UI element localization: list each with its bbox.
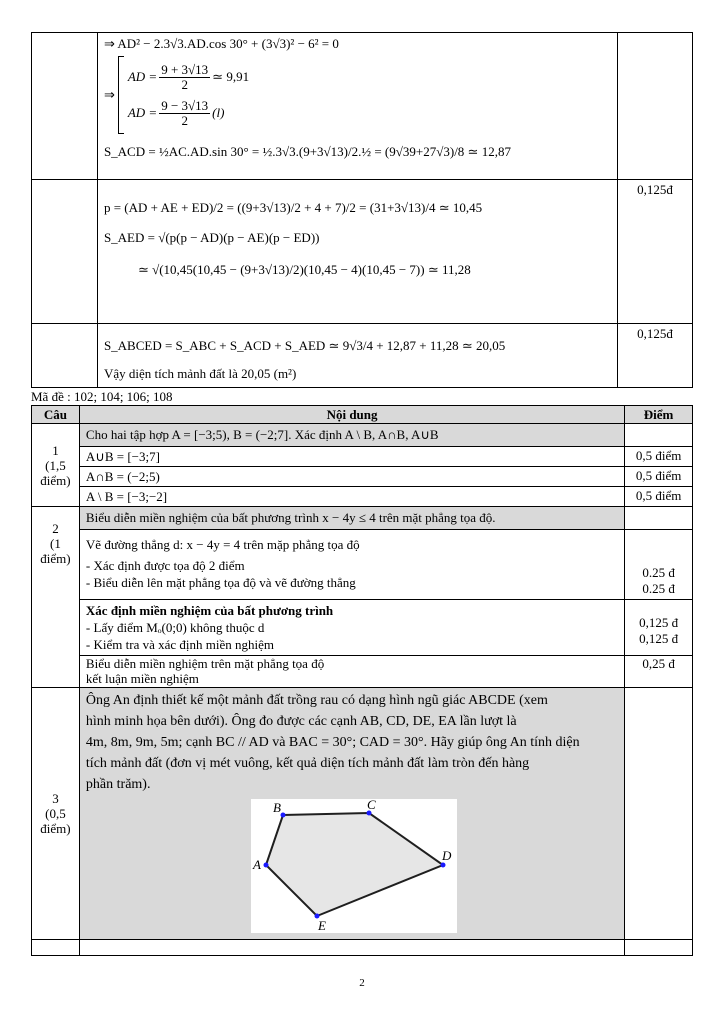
prompt-line: phần trăm).: [85, 777, 151, 792]
score: 0.25 đ: [642, 581, 675, 596]
empty-cell: [32, 180, 98, 324]
q-unit: điểm): [40, 551, 71, 566]
step-text: Biểu diễn miền nghiệm trên mặt phẳng tọa độ: [85, 656, 325, 671]
page-number: 2: [359, 977, 365, 989]
empty-cell: [32, 324, 98, 388]
step-text: kết luận miền nghiệm: [85, 671, 199, 686]
score-cell: 0,125đ: [617, 180, 692, 324]
score-cell: 0,125đ: [617, 324, 692, 388]
exam-codes: Mã đề : 102; 104; 106; 108: [31, 389, 173, 404]
empty-score-cell: [625, 424, 693, 447]
total-area: S_ABCED = S_ABC + S_ACD + S_AED ≃ 9√3/4 + 12,87 + 11,28 ≃ 20,05: [103, 338, 506, 353]
q1-difference: A \ B = [−3;−2]: [79, 487, 624, 507]
prompt-line: 4m, 8m, 9m, 5m; cạnh BC // AD và BAC = 30°; CAD = 30°. Hãy giúp ông An tính diện: [85, 735, 580, 750]
prompt-line: tích mảnh đất (đơn vị mét vuông, kết quả diện tích mảnh đất làm tròn đến hàng: [85, 756, 530, 771]
q-points: (1: [50, 536, 61, 551]
empty-cell: [32, 33, 98, 180]
q2-step-conclusion: [79, 656, 624, 688]
step-text: - Xác định được tọa độ 2 điểm: [85, 558, 245, 573]
score: 0,125 đ: [639, 631, 679, 646]
implies-symbol: ⇒: [103, 87, 115, 102]
question-3-prompt: [79, 688, 624, 940]
ad2-numerator: 9 − 3√13: [161, 97, 209, 113]
q-number: 3: [52, 791, 59, 806]
empty-cell: [32, 940, 80, 956]
score: 0,125 đ: [639, 615, 679, 630]
q1-intersection-score: 0,5 điểm: [625, 467, 693, 487]
semi-perimeter: p = (AD + AE + ED)/2 = ((9+3√13)/2 + 4 + 7)/2 = (31+3√13)/4 ≃ 10,45: [103, 200, 483, 215]
conclusion: Vậy diện tích mảnh đất là 20,05 (m²): [103, 366, 297, 381]
question-2-prompt: Biểu diễn miền nghiệm của bất phương trình x − 4y ≤ 4 trên mặt phẳng tọa độ.: [79, 507, 624, 530]
q2-step-draw-line: [79, 530, 624, 600]
area-acd: S_ACD = ½AC.AD.sin 30° = ½.3√3.(9+3√13)/2.½ = (9√39+27√3)/8 ≃ 12,87: [103, 144, 511, 159]
ad-lhs: AD =: [127, 69, 158, 84]
prompt-line: Ông An định thiết kế một mảnh đất trồng rau có dạng hình ngũ giác ABCDE (xem: [85, 693, 548, 708]
ad-solutions: [104, 56, 611, 134]
bracket: [118, 56, 124, 134]
pentagon-shape: [266, 813, 443, 916]
q-points: (1,5: [45, 457, 66, 473]
label-b: B: [272, 800, 281, 815]
ad1-approx: ≃ 9,91: [212, 69, 250, 84]
ad2-note: (l): [212, 105, 225, 120]
step-text: - Lấy điểm Mₒ(0;0) không thuộc d: [85, 620, 265, 635]
ad-solution-2: [128, 95, 249, 131]
header-question: Câu: [32, 406, 80, 424]
q-unit: điểm): [40, 821, 71, 836]
question-2-label: [32, 507, 80, 688]
q-number: 1: [52, 442, 59, 458]
ad1-numerator: 9 + 3√13: [161, 61, 209, 77]
solution-step-ad: [97, 33, 617, 180]
vertex-b: [280, 813, 285, 818]
ad-lhs: AD =: [127, 105, 158, 120]
empty-score-cell: [617, 33, 692, 180]
equation-ad: ⇒ AD² − 2.3√3.AD.cos 30° + (3√3)² − 6² = 0: [103, 36, 339, 51]
empty-score-cell: [625, 507, 693, 530]
heron-formula: S_AED = √(p(p − AD)(p − AE)(p − ED)): [103, 230, 320, 245]
q-unit: điểm): [40, 472, 71, 488]
pentagon-diagram: [251, 799, 457, 933]
q2-step-solution-region: [79, 600, 624, 656]
ad1-denominator: 2: [181, 76, 188, 92]
header-content: Nội dung: [79, 406, 624, 424]
header-points: Điểm: [625, 406, 693, 424]
label-d: D: [441, 848, 452, 863]
label-a: A: [252, 857, 261, 872]
solution-step-aed: [97, 180, 617, 324]
empty-score-cell: [625, 688, 693, 940]
pentagon-figure: [251, 799, 457, 933]
solution-step-total: [97, 324, 617, 388]
q1-difference-score: 0,5 điểm: [625, 487, 693, 507]
question-3-label: [32, 688, 80, 940]
step-text: - Biểu diễn lên mặt phẳng tọa độ và vẽ đường thẳng: [85, 575, 356, 590]
q2-step3-score: 0,25 đ: [625, 656, 693, 688]
solution-table: [31, 32, 693, 388]
q2-step2-scores: [625, 600, 693, 656]
heron-approx: ≃ √(10,45(10,45 − (9+3√13)/2)(10,45 − 4)(10,45 − 7)) ≃ 11,28: [137, 262, 471, 277]
empty-cell: [79, 940, 624, 956]
empty-cell: [625, 940, 693, 956]
answer-key-table: [31, 405, 693, 956]
label-c: C: [366, 799, 376, 812]
q-number: 2: [52, 521, 59, 536]
q1-union: A∪B = [−3;7]: [79, 447, 624, 467]
prompt-line: hình minh họa bên dưới). Ông đo được các cạnh AB, CD, DE, EA lần lượt là: [85, 714, 517, 729]
step-text: Vẽ đường thẳng d: x − 4y = 4 trên mặp phẳng tọa độ: [85, 537, 360, 552]
step-title: Xác định miền nghiệm của bất phương trình: [85, 603, 334, 618]
q2-step1-scores: [625, 530, 693, 600]
step-text: - Kiểm tra và xác định miền nghiệm: [85, 637, 275, 652]
vertex-d: [440, 863, 445, 868]
q1-union-score: 0,5 điểm: [625, 447, 693, 467]
ad-solution-1: [128, 59, 249, 95]
q-points: (0,5: [45, 806, 66, 821]
q1-intersection: A∩B = (−2;5): [79, 467, 624, 487]
score: 0.25 đ: [642, 565, 675, 580]
label-e: E: [317, 918, 326, 933]
question-1-label: [32, 424, 80, 507]
vertex-a: [263, 863, 268, 868]
ad2-denominator: 2: [181, 112, 188, 128]
question-1-prompt: Cho hai tập hợp A = [−3;5), B = (−2;7]. Xác định A \ B, A∩B, A∪B: [79, 424, 624, 447]
